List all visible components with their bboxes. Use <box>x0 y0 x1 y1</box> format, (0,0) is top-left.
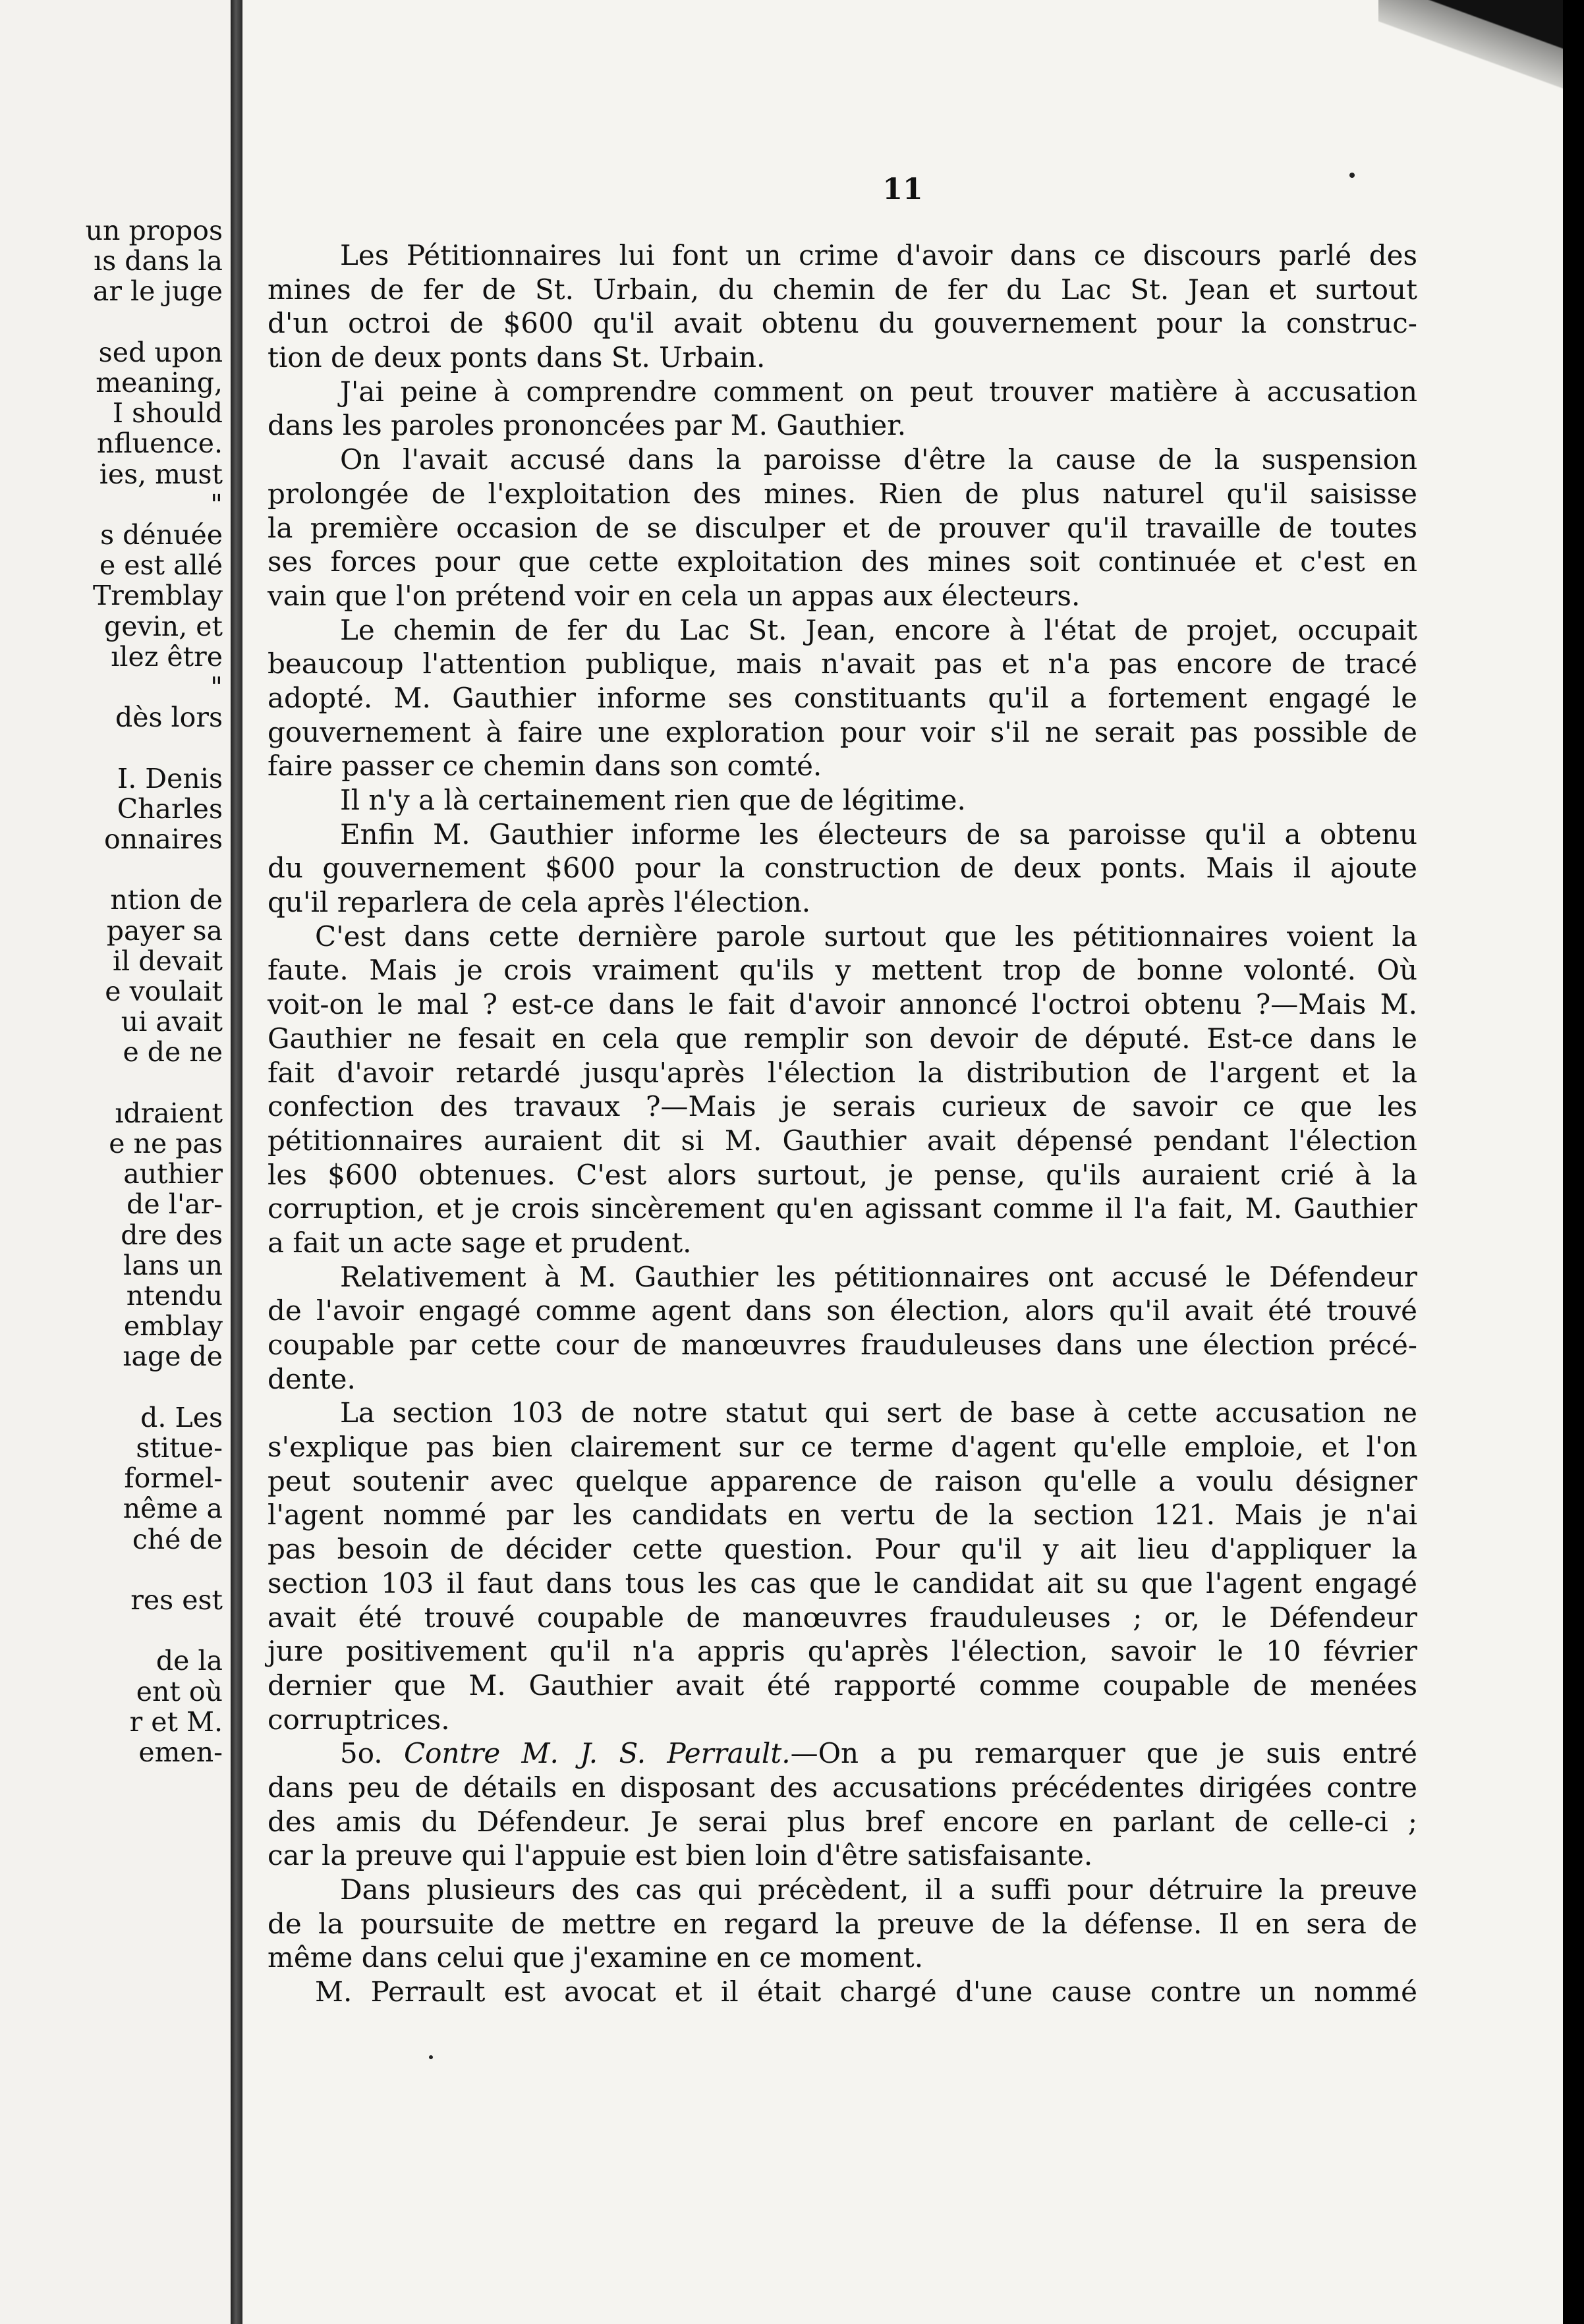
left-page-line: nfluence. <box>96 428 223 460</box>
ink-speck <box>1349 173 1355 178</box>
left-page-line: ıs dans la <box>94 245 223 277</box>
text-line: d'un octroi de $600 qu'il avait obtenu du gouvernement pour la construc- <box>268 307 1417 340</box>
text-line: C'est dans cette dernière parole surtout que les pétitionnaires voient la <box>315 920 1417 953</box>
left-page-line: lans un <box>123 1249 223 1281</box>
left-page-line: emblay <box>123 1310 223 1342</box>
left-page-line: ché de <box>132 1523 223 1555</box>
text-line: dente. <box>268 1362 356 1395</box>
text-line: dans les paroles prononcées par M. Gauthier. <box>268 409 907 442</box>
text-line: mines de fer de St. Urbain, du chemin de fer du Lac St. Jean et surtout <box>268 273 1417 306</box>
text-line: prolongée de l'exploitation des mines. Rien de plus naturel qu'il saisisse <box>268 477 1417 510</box>
text-line: Dans plusieurs des cas qui précèdent, il a suffi pour détruire la preuve <box>340 1873 1417 1906</box>
left-page-line: dre des <box>121 1219 223 1251</box>
left-page-line: authier <box>123 1158 223 1190</box>
left-page-line: onnaires <box>104 823 223 855</box>
left-page-line: ntion de <box>110 884 223 916</box>
text-line: même dans celui que j'examine en ce moment. <box>268 1941 924 1974</box>
text-line: fait d'avoir retardé jusqu'après l'élection la distribution de l'argent et la <box>268 1056 1417 1089</box>
text-line: s'explique pas bien clairement sur ce terme d'agent qu'elle emploie, et l'on <box>268 1431 1417 1464</box>
text-line: faute. Mais je crois vraiment qu'ils y mettent trop de bonne volonté. Où <box>268 954 1417 987</box>
text-line: adopté. M. Gauthier informe ses constituants qu'il a fortement engagé le <box>268 681 1417 714</box>
scan-edge <box>1563 0 1584 2324</box>
text-line: l'agent nommé par les candidats en vertu de la section 121. Mais je n'ai <box>268 1499 1417 1532</box>
text-line: de l'avoir engagé comme agent dans son élection, alors qu'il avait été trouvé <box>268 1294 1417 1327</box>
left-page-line: ıdraient <box>115 1097 223 1129</box>
left-page-line: Tremblay <box>92 580 223 612</box>
left-page-line: payer sa <box>106 914 223 947</box>
text-line: La section 103 de notre statut qui sert de base à cette accusation ne <box>340 1397 1417 1429</box>
main-page <box>242 0 1563 2324</box>
left-page-line: il devait <box>113 945 223 977</box>
text-line: peut soutenir avec quelque apparence de raison qu'elle a voulu désigner <box>268 1464 1417 1497</box>
left-page-line: e de ne <box>123 1036 223 1068</box>
text-line: faire passer ce chemin dans son comté. <box>268 750 822 783</box>
left-page-line: " <box>210 671 223 703</box>
left-page-line: meaning, <box>96 367 223 399</box>
section-number: 5o. <box>340 1737 404 1770</box>
text-line: M. Perrault est avocat et il était chargé d'une cause contre un nommé <box>315 1976 1417 2008</box>
text-line: corruption, et je crois sincèrement qu'en agissant comme il l'a fait, M. Gauthier <box>268 1192 1417 1225</box>
text-line: Le chemin de fer du Lac St. Jean, encore à l'état de projet, occupait <box>340 613 1417 646</box>
text-line: coupable par cette cour de manœuvres frauduleuses dans une élection précé- <box>268 1329 1417 1361</box>
left-page-line: d. Les <box>140 1401 223 1433</box>
text-line: pas besoin de décider cette question. Pour qu'il y ait lieu d'appliquer la <box>268 1533 1417 1566</box>
text-line: Relativement à M. Gauthier les pétitionnaires ont accusé le Défendeur <box>340 1260 1417 1293</box>
left-page-line: de la <box>156 1645 223 1677</box>
text-line: avait été trouvé coupable de manœuvres frauduleuses ; or, le Défendeur <box>268 1601 1417 1634</box>
text-line: la première occasion de se disculper et de prouver qu'il travaille de toutes <box>268 511 1417 544</box>
text-line: corruptrices. <box>268 1703 450 1736</box>
left-page-line: ui avait <box>121 1006 223 1038</box>
text-line: qu'il reparlera de cela après l'élection. <box>268 886 811 919</box>
left-page-line: formel- <box>124 1462 223 1495</box>
left-page-line: ntendu <box>126 1280 223 1312</box>
left-page-line: e voulait <box>105 976 223 1007</box>
left-page-line: res est <box>130 1584 223 1616</box>
text-line: ses forces pour que cette exploitation des mines soit continuée et c'est en <box>268 545 1417 578</box>
left-page-line: ılez être <box>111 640 223 673</box>
left-page-line: ies, must <box>99 458 223 490</box>
page-number: 11 <box>882 173 923 206</box>
left-page-line: ar le juge <box>92 275 223 308</box>
left-page-line: I. Denis <box>117 762 223 794</box>
text-line: car la preuve qui l'appuie est bien loin d'être satisfaisante. <box>268 1839 1093 1872</box>
text-line: pétitionnaires auraient dit si M. Gauthier avait dépensé pendant l'élection <box>268 1124 1417 1157</box>
text-line <box>268 1736 1417 1771</box>
text-line: a fait un acte sage et prudent. <box>268 1226 692 1259</box>
text-line: vain que l'on prétend voir en cela un appas aux électeurs. <box>268 579 1081 612</box>
text-line: beaucoup l'attention publique, mais n'avait pas et n'a pas encore de tracé <box>268 648 1417 680</box>
left-page-line: nême a <box>123 1493 223 1525</box>
left-page-line: e ne pas <box>109 1128 223 1159</box>
text-line: tion de deux ponts dans St. Urbain. <box>268 341 766 374</box>
left-page-line: Charles <box>117 792 223 825</box>
text-line: des amis du Défendeur. Je serai plus bref encore en parlant de celle-ci ; <box>268 1805 1417 1838</box>
left-page-line: de l'ar- <box>127 1188 223 1221</box>
left-page-line: un propos <box>85 215 223 246</box>
folded-corner <box>1378 0 1563 92</box>
left-page-line: dès lors <box>115 702 223 734</box>
text-line: voit-on le mal ? est-ce dans le fait d'avoir annoncé l'octroi obtenu ?—Mais M. <box>268 988 1417 1021</box>
text-line: Enfin M. Gauthier informe les électeurs de sa paroisse qu'il a obtenu <box>340 817 1417 850</box>
section-text: —On a pu remarquer que je suis entré <box>790 1737 1417 1770</box>
left-page-line: ent où <box>136 1675 223 1707</box>
left-page-line: r et M. <box>129 1705 223 1738</box>
left-page-line: gevin, et <box>104 610 223 642</box>
book-gutter <box>231 0 242 2324</box>
left-page-line: sed upon <box>98 336 223 368</box>
text-line: dans peu de détails en disposant des accusations précédentes dirigées contre <box>268 1771 1417 1804</box>
text-line: Il n'y a là certainement rien que de légitime. <box>340 784 966 816</box>
left-page-line: stitue- <box>136 1432 223 1464</box>
text-line: section 103 il faut dans tous les cas que le candidat ait su que l'agent engagé <box>268 1566 1417 1599</box>
text-line: dernier que M. Gauthier avait été rapporté comme coupable de menées <box>268 1669 1417 1702</box>
text-line: Les Pétitionnaires lui font un crime d'avoir dans ce discours parlé des <box>340 239 1417 271</box>
left-page-line: e est allé <box>99 549 223 582</box>
ink-speck <box>429 2055 433 2059</box>
section-heading: Contre M. J. S. Perrault. <box>403 1737 791 1770</box>
text-line: du gouvernement $600 pour la construction de deux ponts. Mais il ajoute <box>268 852 1417 885</box>
text-line: jure positivement qu'il n'a appris qu'après l'élection, savoir le 10 février <box>268 1635 1417 1668</box>
left-page-line: emen- <box>138 1736 223 1768</box>
left-page-line: s dénuée <box>100 519 223 551</box>
text-line: On l'avait accusé dans la paroisse d'être la cause de la suspension <box>340 443 1417 476</box>
left-page-fragment <box>0 0 231 2324</box>
text-line: Gauthier ne fesait en cela que remplir son devoir de député. Est-ce dans le <box>268 1022 1417 1055</box>
text-line: confection des travaux ?—Mais je serais curieux de savoir ce que les <box>268 1090 1417 1123</box>
page-body <box>268 238 1417 2009</box>
text-line: J'ai peine à comprendre comment on peut trouver matière à accusation <box>340 375 1417 408</box>
text-line: de la poursuite de mettre en regard la preuve de la défense. Il en sera de <box>268 1907 1417 1940</box>
left-page-line: " <box>210 488 223 520</box>
left-page-line: ıage de <box>123 1341 223 1373</box>
left-page-line: I should <box>112 397 223 429</box>
text-line: les $600 obtenues. C'est alors surtout, je pense, qu'ils auraient crié à la <box>268 1158 1417 1191</box>
text-line: gouvernement à faire une exploration pour voir s'il ne serait pas possible de <box>268 715 1417 748</box>
